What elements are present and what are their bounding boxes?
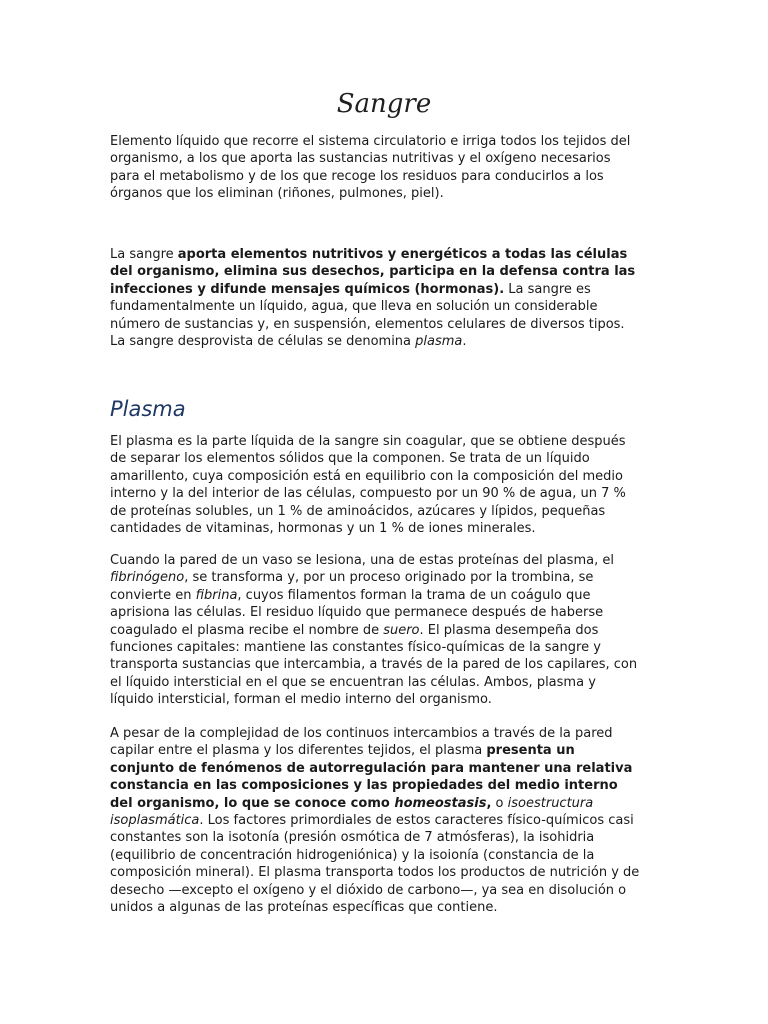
intro-paragraph: Elemento líquido que recorre el sistema circulatorio e irriga todos los tejidos del organismo, a los que aporta las sustancias nutritivas y el oxígeno necesarios para el metabolismo y de los que recoge los residuos para conducirlos a los órganos que los eliminan (riñones, pulmones, piel). bbox=[110, 134, 631, 202]
coagulation-paragraph bbox=[110, 552, 640, 709]
p2-text-e: . bbox=[462, 334, 467, 350]
p4-text-c: , se transforma y, por un proceso originado por la trombina, se convierte en bbox=[110, 570, 594, 603]
blood-function-paragraph bbox=[110, 246, 640, 350]
section-heading-plasma: Plasma bbox=[110, 397, 186, 421]
p5-bold-comma: , bbox=[486, 795, 492, 811]
p5-italic-isoestructura: isoestructura isoplasmática bbox=[110, 795, 594, 829]
p4-text-e: , cuyos filamentos forman la trama de un coágulo que aprisiona las células. El residuo líquido que permanece después de haberse coagulado el plasma recibe el nombre de bbox=[110, 587, 604, 638]
homeostasis-paragraph bbox=[110, 725, 640, 916]
p2-text-a: La sangre bbox=[110, 247, 178, 262]
p5-text-a: A pesar de la complejidad de los continuos intercambios a través de la pared capilar entre el plasma y los diferentes tejidos, el plasma bbox=[110, 726, 613, 759]
p5-text-e: o bbox=[491, 795, 508, 811]
p2-bold-text: aporta elementos nutritivos y energéticos a todas las células del organismo, elimina sus desechos, participa en la defensa contra las infecciones y difunde mensajes químicos (hormonas). bbox=[110, 247, 636, 297]
p5-italic-homeostasis: homeostasis bbox=[394, 795, 487, 811]
page-title: Sangre bbox=[336, 89, 432, 119]
p5-bold-text: presenta un conjunto de fenómenos de autorregulación para mantener una relativa constancia en las composiciones y las propiedades del medio interno del organismo, lo que se conoce como bbox=[110, 743, 633, 811]
plasma-composition-paragraph: El plasma es la parte líquida de la sangre sin coagular, que se obtiene después de separar los elementos sólidos que la componen. Se trata de un líquido amarillento, cuya composición está en equilibrio con la composición del medio interno y la del interior de las células, compuesto por un 90 % de agua, un 7 % de proteínas solubles, un 1 % de aminoácidos, azúcares y lípidos, pequeñas cantidades de vitaminas, hormonas y un 1 % de iones minerales. bbox=[110, 434, 626, 537]
p2-italic-plasma: plasma bbox=[415, 334, 463, 350]
p5-text-g: . Los factores primordiales de estos caracteres físico-químicos casi constantes son la isotonía (presión osmótica de 7 atmósferas), la isohidria (equilibrio de concentración hidrogeniónica) y la isoionía (constancia de la composición mineral). El plasma transporta todos los productos de nutrición y de desecho —excepto el oxígeno y el dióxido de carbono—, ya sea en disolución o unidos a algunas de las proteínas específicas que contiene. bbox=[110, 813, 640, 916]
p2-text-c: La sangre es fundamentalmente un líquido, agua, que lleva en solución un considerable número de sustancias y, en suspensión, elementos celulares de diversos tipos. La sangre desprovista de células se denomina bbox=[110, 281, 625, 350]
p4-italic-fibrina: fibrina bbox=[195, 587, 238, 603]
p4-text-g: . El plasma desempeña dos funciones capitales: mantiene las constantes físico-químicas de la sangre y transporta sustancias que intercambia, a través de la pared de los capilares, con el líquido intersticial en el que se encuentran las células. Ambos, plasma y líquido intersticial, forman el medio interno del organismo. bbox=[110, 622, 638, 708]
p4-text-a: Cuando la pared de un vaso se lesiona, una de estas proteínas del plasma, el bbox=[110, 553, 614, 568]
p4-italic-fibrinogeno: fibrinógeno bbox=[110, 570, 185, 586]
p4-italic-suero: suero bbox=[383, 622, 420, 638]
